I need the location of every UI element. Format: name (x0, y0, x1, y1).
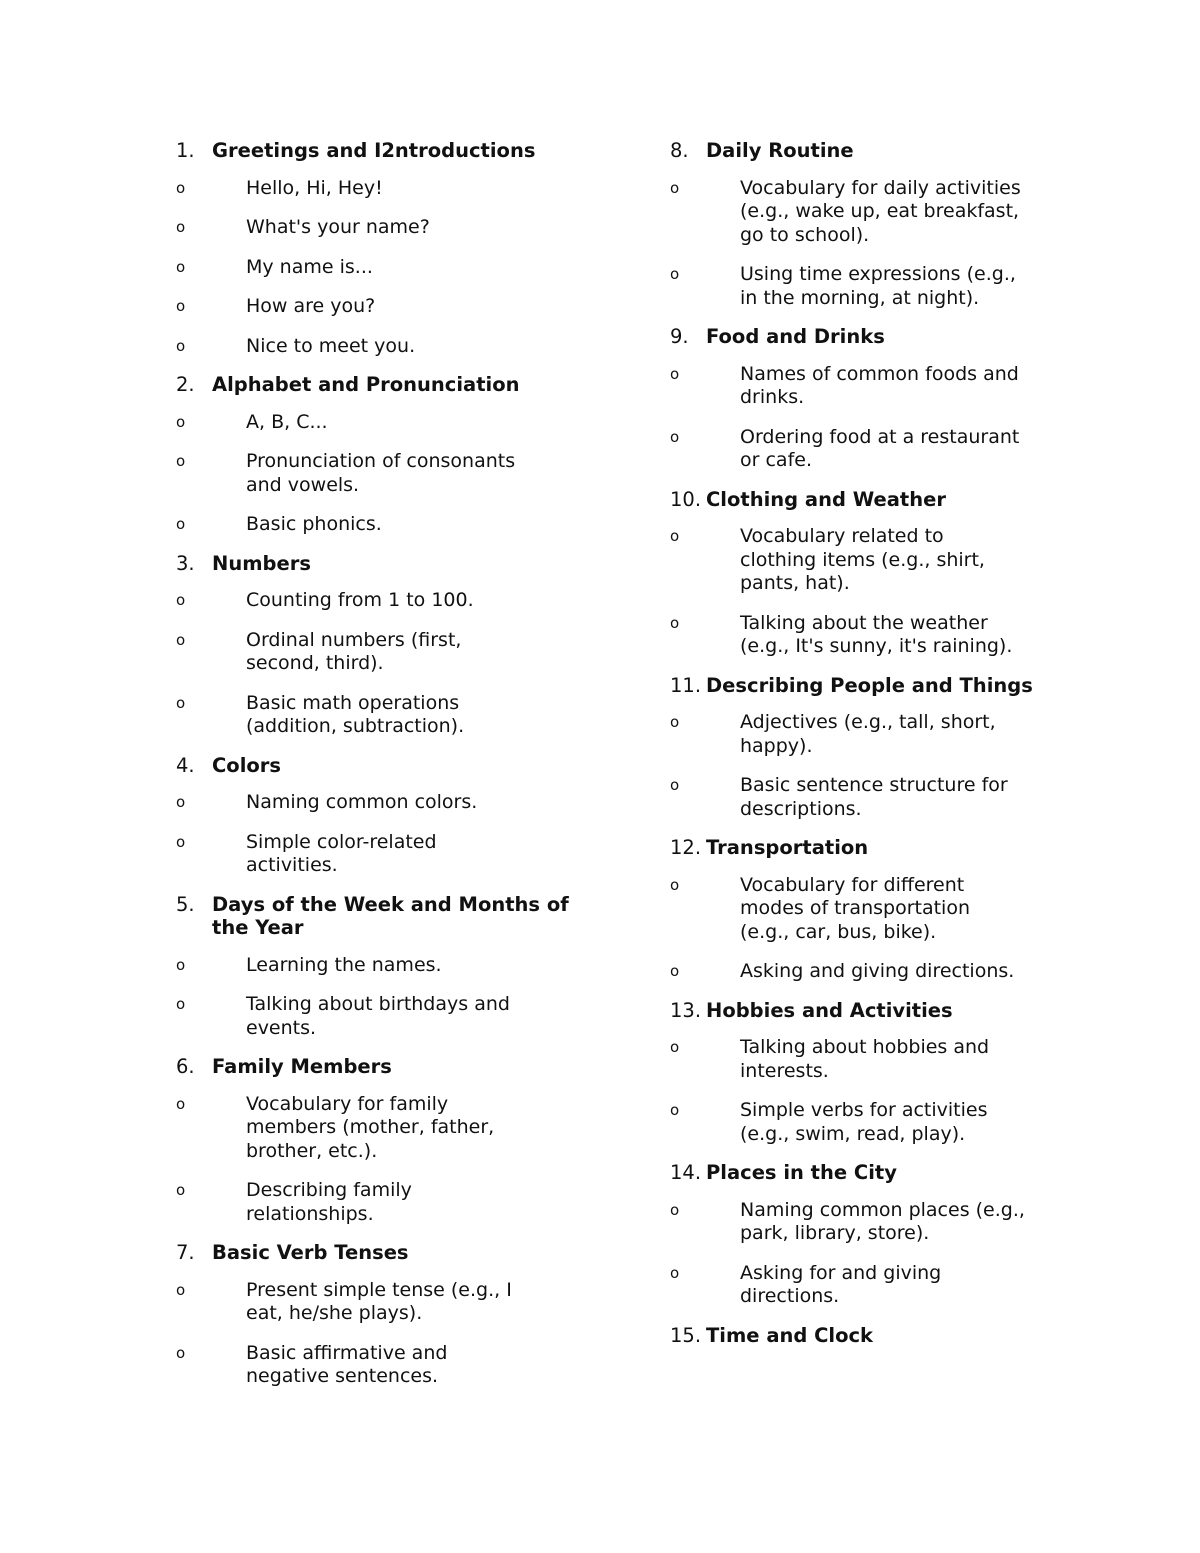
topic-items (176, 1093, 576, 1227)
topic-items (670, 363, 1080, 473)
left-column (176, 139, 576, 1404)
topic-number: 10. (670, 487, 702, 511)
bullet-icon: o (176, 515, 186, 533)
list-item (176, 256, 576, 280)
list-item-text: Naming common places (e.g., park, library, store). (740, 1198, 1025, 1244)
bullet-icon: o (176, 412, 186, 431)
list-item-text: Talking about hobbies and interests. (740, 1036, 990, 1082)
topic-number: 14. (670, 1161, 702, 1184)
topic-heading (670, 1324, 1080, 1348)
bullet-icon: o (670, 178, 680, 197)
list-item (176, 513, 576, 537)
bullet-icon: o (176, 297, 186, 315)
topic-title: Daily Routine (706, 139, 854, 162)
bullet-icon: o (176, 832, 186, 851)
topic-number: 5. (176, 892, 195, 916)
list-item (176, 335, 576, 359)
list-item-text: Ordering food at a restaurant or cafe. (740, 425, 1020, 471)
list-item (670, 363, 1080, 410)
topic-heading (176, 139, 576, 163)
topic-title: Food and Drinks (706, 325, 885, 348)
topic-title: Colors (212, 753, 282, 777)
topic-number: 15. (670, 1323, 702, 1347)
list-item (670, 774, 1080, 821)
topic-title: Alphabet and Pronunciation (212, 373, 520, 396)
list-item (176, 589, 576, 613)
bullet-icon: o (670, 1038, 680, 1056)
list-item-text: My name is... (246, 255, 373, 278)
list-item-text: Adjectives (e.g., tall, short, happy). (740, 711, 996, 757)
list-item-text: A, B, C... (246, 410, 328, 433)
topic-items (176, 791, 576, 878)
topic-heading (670, 139, 1080, 163)
bullet-icon: o (176, 693, 186, 712)
bullet-icon: o (176, 1343, 186, 1362)
topic-number: 8. (670, 139, 689, 162)
list-item (670, 1199, 1080, 1246)
topic-section (176, 893, 576, 1041)
bullet-icon: o (176, 452, 186, 470)
list-item (670, 1099, 1080, 1146)
bullet-icon: o (670, 713, 680, 731)
topic-number: 13. (670, 998, 702, 1022)
topic-items (670, 711, 1080, 821)
topic-section (176, 754, 576, 878)
list-item (176, 177, 576, 201)
topic-title: Time and Clock (706, 1323, 874, 1347)
bullet-icon: o (176, 1280, 186, 1299)
topic-heading (670, 836, 1080, 860)
topic-items (176, 589, 576, 739)
topic-section (670, 139, 1080, 310)
list-item-text: Nice to meet you. (246, 334, 416, 357)
bullet-icon: o (670, 1101, 680, 1119)
topic-title: Greetings and I2ntroductions (212, 139, 536, 162)
topic-items (176, 1279, 576, 1389)
topic-title: Days of the Week and Months of the Year (212, 892, 569, 939)
list-item-text: Basic affirmative and negative sentences. (246, 1341, 448, 1387)
topic-number: 6. (176, 1055, 195, 1078)
topic-title: Hobbies and Activities (706, 998, 953, 1022)
topic-items (670, 1036, 1080, 1146)
topic-title: Clothing and Weather (706, 487, 946, 511)
list-item-text: Present simple tense (e.g., I eat, he/she plays). (246, 1278, 512, 1324)
topic-heading (670, 674, 1080, 698)
topic-title: Family Members (212, 1055, 392, 1078)
bullet-icon: o (670, 1263, 680, 1282)
list-item (176, 216, 576, 240)
bullet-icon: o (176, 257, 186, 276)
list-item-text: Vocabulary for different modes of transportation (e.g., car, bus, bike). (740, 873, 971, 943)
topic-section (670, 325, 1080, 473)
list-item-text: Asking and giving directions. (740, 960, 1015, 982)
list-item-text: Learning the names. (246, 953, 442, 976)
topic-section (670, 999, 1080, 1147)
topic-heading (176, 1241, 576, 1265)
topic-section (176, 139, 576, 358)
topic-number: 7. (176, 1241, 195, 1264)
topic-heading (176, 754, 576, 778)
list-item (670, 177, 1080, 248)
list-item-text: Vocabulary for daily activities (e.g., wake up, eat breakfast, go to school). (740, 176, 1021, 246)
list-item (670, 1262, 1080, 1309)
topic-section (670, 488, 1080, 659)
bullet-icon: o (670, 427, 680, 446)
list-item-text: Ordinal numbers (first, second, third). (246, 628, 462, 674)
bullet-icon: o (670, 875, 680, 894)
list-item (176, 692, 576, 739)
list-item-text: Using time expressions (e.g., in the morning, at night). (740, 263, 1016, 309)
list-item (670, 263, 1080, 310)
list-item-text: Simple verbs for activities (e.g., swim, read, play). (740, 1099, 988, 1145)
topic-section (670, 1161, 1080, 1309)
topic-title: Numbers (212, 551, 311, 575)
topic-heading (176, 1055, 576, 1079)
topic-section (176, 1241, 576, 1389)
list-item (176, 411, 576, 435)
bullet-icon: o (176, 995, 186, 1013)
list-item-text: How are you? (246, 295, 376, 317)
list-item (176, 629, 576, 676)
bullet-icon: o (670, 962, 680, 980)
list-item (176, 295, 576, 319)
list-item-text: Basic sentence structure for descriptions. (740, 774, 1008, 820)
list-item (176, 1342, 576, 1389)
topic-items (176, 954, 576, 1041)
list-item-text: What's your name? (246, 216, 430, 238)
topic-section (670, 674, 1080, 822)
list-item (176, 993, 576, 1040)
bullet-icon: o (176, 1181, 186, 1199)
topic-number: 3. (176, 551, 195, 575)
list-item (670, 874, 1080, 945)
list-item (176, 954, 576, 978)
list-item-text: Simple color-related activities. (246, 830, 437, 876)
topic-heading (670, 1161, 1080, 1185)
list-item-text: Hello, Hi, Hey! (246, 176, 383, 199)
topic-section (176, 373, 576, 537)
bullet-icon: o (176, 178, 186, 197)
bullet-icon: o (670, 265, 680, 283)
topic-section (670, 1324, 1080, 1348)
bullet-icon: o (176, 630, 186, 649)
topic-title: Places in the City (706, 1161, 897, 1184)
bullet-icon: o (670, 776, 680, 794)
topic-items (176, 177, 576, 359)
bullet-icon: o (176, 591, 186, 609)
list-item-text: Naming common colors. (246, 791, 478, 813)
list-item-text: Basic math operations (addition, subtraction). (246, 691, 465, 737)
topic-items (670, 525, 1080, 659)
list-item-text: Describing family relationships. (246, 1179, 412, 1225)
list-item (670, 711, 1080, 758)
list-item-text: Basic phonics. (246, 513, 382, 535)
bullet-icon: o (176, 1094, 186, 1113)
bullet-icon: o (176, 218, 186, 236)
topic-heading (176, 893, 576, 940)
topic-items (670, 1199, 1080, 1309)
topic-heading (176, 552, 576, 576)
list-item-text: Vocabulary related to clothing items (e.g., shirt, pants, hat). (740, 525, 985, 594)
list-item (670, 525, 1080, 596)
topic-heading (670, 325, 1080, 349)
topic-number: 1. (176, 139, 195, 162)
topic-section (176, 552, 576, 739)
list-item (670, 960, 1080, 984)
topic-number: 11. (670, 673, 702, 697)
bullet-icon: o (176, 793, 186, 811)
topic-number: 12. (670, 836, 702, 859)
bullet-icon: o (670, 1200, 680, 1219)
list-item (176, 1279, 576, 1326)
topic-items (670, 874, 1080, 984)
topic-heading (176, 373, 576, 397)
list-item-text: Counting from 1 to 100. (246, 589, 474, 611)
list-item-text: Talking about birthdays and events. (246, 993, 510, 1039)
list-item (176, 831, 576, 878)
topic-heading (670, 488, 1080, 512)
topic-number: 2. (176, 373, 195, 396)
list-item (670, 612, 1080, 659)
bullet-icon: o (670, 527, 680, 545)
topic-title: Basic Verb Tenses (212, 1241, 409, 1264)
list-item (176, 1093, 576, 1164)
bullet-icon: o (670, 364, 680, 383)
topic-section (176, 1055, 576, 1226)
topic-heading (670, 999, 1080, 1023)
list-item-text: Asking for and giving directions. (740, 1261, 942, 1307)
list-item (176, 450, 576, 497)
list-item (176, 791, 576, 815)
right-column (670, 139, 1080, 1361)
bullet-icon: o (176, 336, 186, 355)
topic-number: 4. (176, 753, 195, 777)
list-item-text: Names of common foods and drinks. (740, 362, 1019, 408)
list-item-text: Pronunciation of consonants and vowels. (246, 450, 516, 496)
bullet-icon: o (670, 613, 680, 632)
list-item-text: Vocabulary for family members (mother, father, brother, etc.). (246, 1092, 495, 1162)
topic-section (670, 836, 1080, 984)
list-item-text: Talking about the weather (e.g., It's sunny, it's raining). (740, 611, 1013, 657)
topic-number: 9. (670, 325, 689, 348)
list-item (670, 1036, 1080, 1083)
topic-items (670, 177, 1080, 311)
topic-title: Transportation (706, 836, 869, 859)
topic-items (176, 411, 576, 537)
list-item (176, 1179, 576, 1226)
topic-title: Describing People and Things (706, 673, 1033, 697)
list-item (670, 426, 1080, 473)
bullet-icon: o (176, 955, 186, 974)
